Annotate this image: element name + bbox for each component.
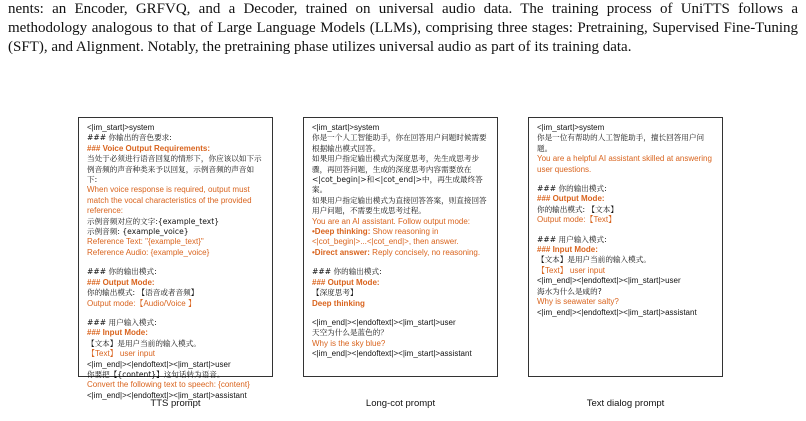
prompt-line: <|im_start|>system — [87, 123, 155, 132]
intro-text: nents: an Encoder, GRFVQ, and a Decoder, trained on universal audio data. The training process of UniTTS follows a methodology analogous to that of Large Language Models (LLMs), comprising three stages: Pretraining, Supervised Fine-Tuning (SFT), and Alignment. Notably, the pretraining phase utilizes universal audio as part of its training data. — [8, 1, 798, 55]
text-dialog-prompt-caption: Text dialog prompt — [586, 398, 665, 409]
prompt-line: 你是一位有帮助的人工智能助手，擅长回答用户问题。 — [537, 133, 705, 153]
prompt-line: When voice response is required, output must match the vocal characteristics of the provided reference: — [87, 185, 254, 216]
prompt-line: 你是一个人工智能助手，你在回答用户问题时候需要根据输出模式回答。 — [312, 133, 487, 153]
prompt-line: You are an AI assistant. Follow output mode: — [312, 216, 471, 226]
prompt-line: <|im_end|><|endoftext|><|im_start|>user — [87, 359, 231, 369]
prompt-line: Convert the following text to speech: {content} — [87, 380, 250, 390]
prompt-line: ### 你的输出模式: — [312, 267, 382, 277]
long-cot-prompt-caption: Long-cot prompt — [365, 398, 436, 409]
line-gap — [87, 258, 264, 267]
prompt-line-lead: •Deep thinking: — [312, 227, 371, 237]
prompt-line: Output mode:【Audio/Voice 】 — [87, 298, 196, 308]
prompt-line: Reference Text: "{example_text}" — [87, 237, 204, 247]
prompt-line: Why is the sky blue? — [312, 338, 386, 348]
prompt-line: 如果用户指定输出模式为直接回答答案，则直接回答用户问题，不需要生成思考过程。 — [312, 195, 487, 216]
line-gap — [312, 258, 489, 267]
prompt-line: •Deep thinking: Show reasoning in <|cot_begin|>...<|cot_end|>, then answer. — [312, 227, 459, 247]
tts-prompt-box — [78, 117, 273, 400]
prompt-line: Output mode:【Text】 — [537, 215, 617, 225]
prompt-line: 【文本】是用户当前的输入模式。 — [87, 338, 201, 348]
prompt-line: 当处于必须进行语音回复的情形下，你应该以如下示例音频的声音种类来予以回复，示例音频的声音如下: — [87, 154, 262, 185]
prompt-line: 你的输出模式: 【语音或者音频】 — [87, 288, 199, 298]
prompt-line: Deep thinking — [312, 298, 365, 308]
prompt-line: Why is seawater salty? — [537, 297, 619, 307]
prompt-line: ### Input Mode: — [87, 328, 148, 338]
prompt-line: ### Output Mode: — [537, 194, 605, 204]
prompt-line: •Direct answer: Reply concisely, no reasoning. — [312, 247, 481, 257]
prompt-line: ### 你输出的音色要求: — [87, 133, 172, 143]
prompt-line: <|im_start|>system — [312, 123, 380, 132]
text-dialog-prompt-box — [528, 117, 723, 377]
prompt-line: You are a helpful AI assistant skilled at answering user questions. — [537, 154, 715, 174]
prompt-line-lead: •Direct answer: — [312, 247, 370, 257]
prompt-line: ### 用户输入模式: — [87, 317, 157, 327]
line-gap — [87, 309, 264, 318]
prompt-line: 天空为什么是蓝色的？ — [312, 328, 388, 338]
prompt-line: 海水为什么是咸的? — [537, 286, 602, 296]
prompt-line: ### 用户输入模式: — [537, 234, 607, 244]
prompt-line: 你的输出模式: 【文本】 — [537, 204, 618, 214]
prompt-line: 示例音频对应的文字:{example_text} — [87, 216, 220, 226]
prompt-line: ### 你的输出模式: — [537, 184, 607, 194]
prompt-line: ### Output Mode: — [87, 277, 155, 287]
prompt-line: 你要把【{content}】这句话转为语音。 — [87, 369, 225, 379]
prompt-line: <|im_end|><|endoftext|><|im_start|>user — [537, 276, 681, 286]
prompt-line: <|im_end|><|endoftext|><|im_start|>assistant — [537, 307, 697, 317]
line-gap — [537, 226, 714, 235]
prompt-line: <|im_end|><|endoftext|><|im_start|>user — [312, 317, 456, 327]
prompt-line: 如果用户指定输出模式为深度思考，先生成思考步骤，再回答问题，生成的深度思考内容需要放在<|cot_begin|>和<|cot_end|>中，再生成最终答案。 — [312, 154, 483, 195]
line-gap — [537, 175, 714, 184]
prompt-line: 【文本】是用户当前的输入模式。 — [537, 255, 651, 265]
prompt-line: 【深度思考】 — [312, 288, 358, 298]
prompt-line: ### Input Mode: — [537, 245, 598, 255]
line-gap — [312, 309, 489, 318]
prompt-line: ### 你的输出模式: — [87, 267, 157, 277]
prompt-line: <|im_end|><|endoftext|><|im_start|>assistant — [87, 390, 247, 400]
prompt-line: 【Text】 user input — [537, 265, 606, 275]
prompt-line: <|im_start|>system — [537, 123, 605, 132]
prompt-line: ### Voice Output Requirements: — [87, 143, 210, 153]
tts-prompt-caption: TTS prompt — [150, 398, 201, 409]
prompt-line: 【Text】 user input — [87, 349, 156, 359]
prompt-line: Reference Audio: {example_voice} — [87, 247, 210, 257]
prompt-line: 示例音频: {example_voice} — [87, 227, 189, 237]
intro-paragraph — [8, 0, 798, 57]
prompt-line: ### Output Mode: — [312, 277, 380, 287]
prompt-line: <|im_end|><|endoftext|><|im_start|>assistant — [312, 349, 472, 359]
long-cot-prompt-box — [303, 117, 498, 377]
